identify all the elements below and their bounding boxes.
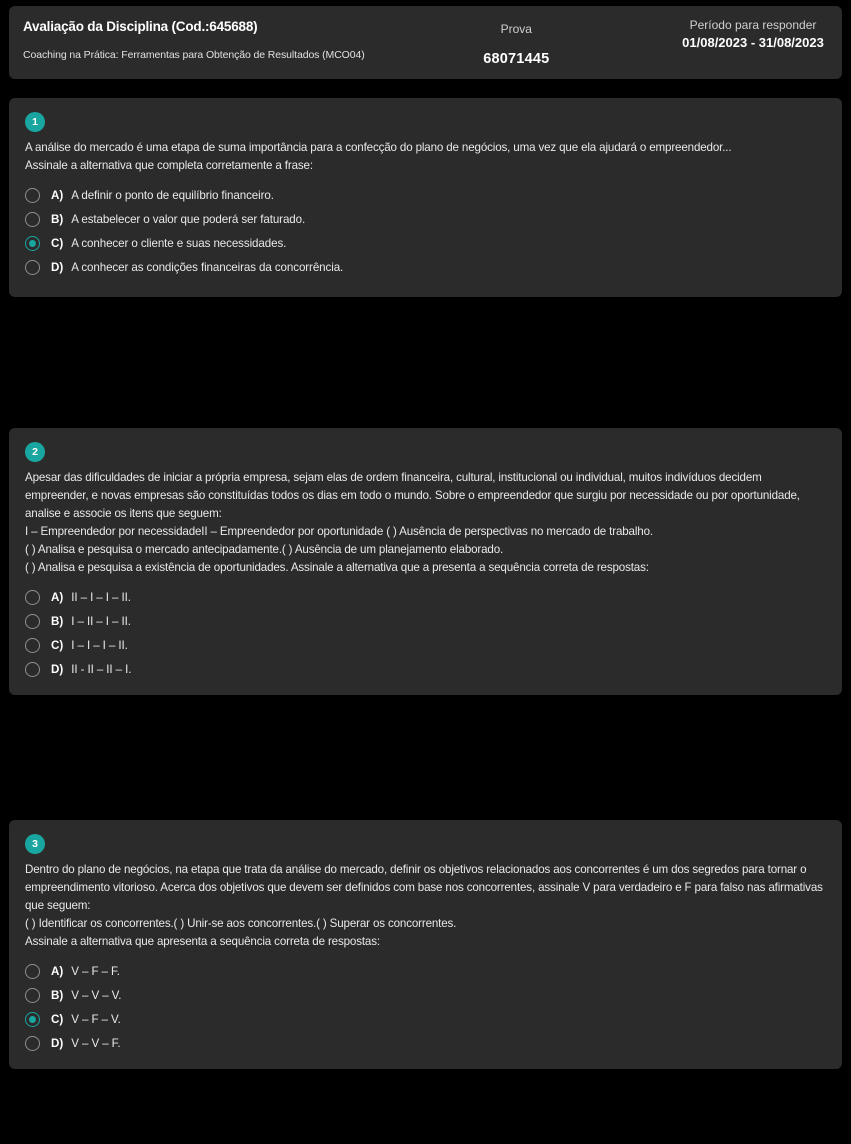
option-letter: C) — [51, 236, 64, 250]
answer-options — [25, 188, 826, 275]
option-letter: C) — [51, 1012, 64, 1026]
period-value: 01/08/2023 - 31/08/2023 — [682, 35, 824, 50]
radio-icon[interactable] — [25, 590, 40, 605]
page-title: Avaliação da Disciplina (Cod.:645688) — [23, 19, 258, 34]
answer-option-a[interactable] — [25, 188, 826, 203]
option-letter: B) — [51, 614, 64, 628]
exam-header — [9, 6, 842, 79]
exam-header-left — [23, 16, 365, 61]
question-line: I – Empreendedor por necessidadeII – Empreendedor por oportunidade ( ) Ausência de perspectivas no mercado de trabalho. — [25, 524, 653, 538]
answer-option-d[interactable] — [25, 1036, 826, 1051]
option-text: V – V – V. — [71, 988, 122, 1002]
option-text: I – II – I – II. — [71, 614, 131, 628]
question-card-2 — [9, 428, 842, 695]
answer-option-c[interactable] — [25, 638, 826, 653]
answer-option-a[interactable] — [25, 964, 826, 979]
option-text: A conhecer as condições financeiras da concorrência. — [71, 260, 344, 274]
option-text: V – V – F. — [71, 1036, 121, 1050]
radio-icon[interactable] — [25, 638, 40, 653]
question-line: Apesar das dificuldades de iniciar a própria empresa, sejam elas de ordem financeira, cultural, institucional ou individual, muitos indivíduos decidem empreender, e novas empresas são constituídas todos os dias em todo o mundo. Sobre o empreendedor que surgiu por necessidade ou por oportunidade, analise e associe os itens que seguem: — [25, 470, 800, 520]
radio-icon[interactable] — [25, 662, 40, 677]
radio-icon-selected[interactable] — [25, 236, 40, 251]
option-text: I – I – I – II. — [71, 638, 128, 652]
radio-icon[interactable] — [25, 614, 40, 629]
question-line: Dentro do plano de negócios, na etapa que trata da análise do mercado, definir os objetivos relacionados aos concorrentes é um dos segredos para tornar o empreendimento vitorioso. Acerca dos objetivos que devem ser definidos com base nos concorrentes, assinale V para verdadeiro e F para falso nas afirmativas que seguem: — [25, 862, 823, 912]
question-line: Assinale a alternativa que apresenta a sequência correta de respostas: — [25, 934, 380, 948]
option-letter: D) — [51, 1036, 64, 1050]
question-statement — [25, 861, 826, 951]
option-letter: D) — [51, 260, 64, 274]
answer-option-b[interactable] — [25, 988, 826, 1003]
section-gap — [0, 297, 851, 428]
response-period-block — [678, 16, 828, 53]
exam-code: 68071445 — [483, 51, 550, 67]
question-statement — [25, 139, 826, 175]
radio-icon[interactable] — [25, 260, 40, 275]
radio-icon[interactable] — [25, 212, 40, 227]
option-text: A definir o ponto de equilíbrio financeiro. — [71, 188, 274, 202]
option-text: II - II – II – I. — [71, 662, 132, 676]
answer-option-c[interactable] — [25, 1012, 826, 1027]
option-letter: A) — [51, 964, 64, 978]
option-text: II – I – I – II. — [71, 590, 131, 604]
question-number-badge: 3 — [25, 834, 45, 854]
period-label: Período para responder — [689, 18, 817, 32]
option-letter: A) — [51, 188, 64, 202]
question-number-badge: 2 — [25, 442, 45, 462]
answer-option-c[interactable] — [25, 236, 826, 251]
question-line: ( ) Analisa e pesquisa o mercado antecipadamente.( ) Ausência de um planejamento elaborado. — [25, 542, 504, 556]
radio-icon[interactable] — [25, 1036, 40, 1051]
question-number-badge: 1 — [25, 112, 45, 132]
option-letter: D) — [51, 662, 64, 676]
answer-option-a[interactable] — [25, 590, 826, 605]
radio-icon-selected[interactable] — [25, 1012, 40, 1027]
radio-icon[interactable] — [25, 964, 40, 979]
question-card-3 — [9, 820, 842, 1069]
question-line: A análise do mercado é uma etapa de suma importância para a confecção do plano de negócios, uma vez que ela ajudará o empreendedor... — [25, 141, 732, 154]
option-text: V – F – V. — [71, 1012, 121, 1026]
question-card-1 — [9, 98, 842, 297]
exam-code-block — [483, 16, 549, 67]
option-letter: B) — [51, 212, 64, 226]
radio-icon[interactable] — [25, 188, 40, 203]
answer-option-b[interactable] — [25, 614, 826, 629]
answer-option-b[interactable] — [25, 212, 826, 227]
answer-options — [25, 590, 826, 677]
option-text: A estabelecer o valor que poderá ser faturado. — [71, 212, 306, 226]
question-statement — [25, 469, 826, 577]
option-letter: B) — [51, 988, 64, 1002]
section-gap — [0, 695, 851, 820]
answer-option-d[interactable] — [25, 260, 826, 275]
option-letter: A) — [51, 590, 64, 604]
question-line: ( ) Identificar os concorrentes.( ) Unir-se aos concorrentes.( ) Superar os concorrentes. — [25, 916, 457, 930]
option-letter: C) — [51, 638, 64, 652]
answer-options — [25, 964, 826, 1051]
option-text: V – F – F. — [71, 964, 120, 978]
radio-icon[interactable] — [25, 988, 40, 1003]
exam-label: Prova — [500, 22, 532, 36]
course-subtitle: Coaching na Prática: Ferramentas para Obtenção de Resultados (MCO04) — [23, 49, 365, 61]
question-line: Assinale a alternativa que completa corretamente a frase: — [25, 158, 313, 172]
question-line: ( ) Analisa e pesquisa a existência de oportunidades. Assinale a alternativa que a presenta a sequência correta de respostas: — [25, 560, 649, 574]
answer-option-d[interactable] — [25, 662, 826, 677]
option-text: A conhecer o cliente e suas necessidades. — [71, 236, 287, 250]
